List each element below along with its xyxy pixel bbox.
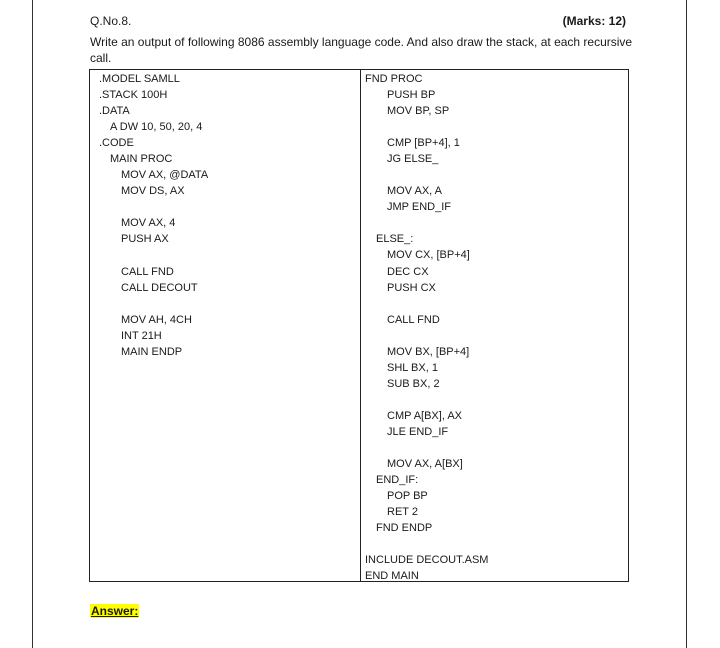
code-line-left: MOV AX, 4 [121,217,176,229]
code-line-left: MAIN PROC [110,153,173,165]
code-line-right: FND PROC [365,73,423,85]
page-border-right [686,0,687,648]
code-line-right: MOV BX, [BP+4] [387,346,470,358]
code-line-left: MOV AH, 4CH [121,314,192,326]
code-line-right: END MAIN [365,570,419,582]
code-table [89,69,629,582]
code-line-right: MOV BP, SP [387,105,450,117]
code-line-left: .MODEL SAMLL [99,73,180,85]
code-line-left: PUSH AX [121,233,169,245]
code-line-right: JG ELSE_ [387,153,439,165]
code-line-right: JLE END_IF [387,426,449,438]
code-line-left: CALL FND [121,266,174,278]
code-line-right: MOV AX, A[BX] [387,458,463,470]
question-prompt: Write an output of following 8086 assembly language code. And also draw the stack, at each recursive call. [90,35,633,65]
code-line-right: JMP END_IF [387,201,451,213]
code-line-right: SHL BX, 1 [387,362,438,374]
code-line-right: INCLUDE DECOUT.ASM [365,554,489,566]
code-line-left: .DATA [99,105,130,117]
code-line-left: .STACK 100H [99,89,168,101]
code-line-right: CMP A[BX], AX [387,410,462,422]
code-line-right: END_IF: [376,474,419,486]
code-line-right: RET 2 [387,506,418,518]
page-border-left [32,0,33,648]
code-line-right: ELSE_: [376,233,414,245]
code-line-right: CALL FND [387,314,440,326]
question-header [90,14,630,32]
code-line-right: PUSH BP [387,89,436,101]
code-line-left: MOV AX, @DATA [121,169,209,181]
code-line-left: INT 21H [121,330,162,342]
column-divider [360,70,361,581]
code-line-left: MOV DS, AX [121,185,185,197]
question-marks: (Marks: 12) [562,14,626,28]
code-line-right: MOV AX, A [387,185,443,197]
code-line-right: CMP [BP+4], 1 [387,137,460,149]
question-number: Q.No.8. [90,14,132,28]
code-line-left: .CODE [99,137,134,149]
code-line-right: FND ENDP [376,522,433,534]
code-line-right: SUB BX, 2 [387,378,440,390]
code-line-right: POP BP [387,490,428,502]
code-line-left: CALL DECOUT [121,282,198,294]
code-line-right: DEC CX [387,266,429,278]
code-line-right: PUSH CX [387,282,436,294]
code-line-left: A DW 10, 50, 20, 4 [110,121,203,133]
code-line-right: MOV CX, [BP+4] [387,249,470,261]
answer-label: Answer: [91,604,139,618]
code-line-left: MAIN ENDP [121,346,183,358]
